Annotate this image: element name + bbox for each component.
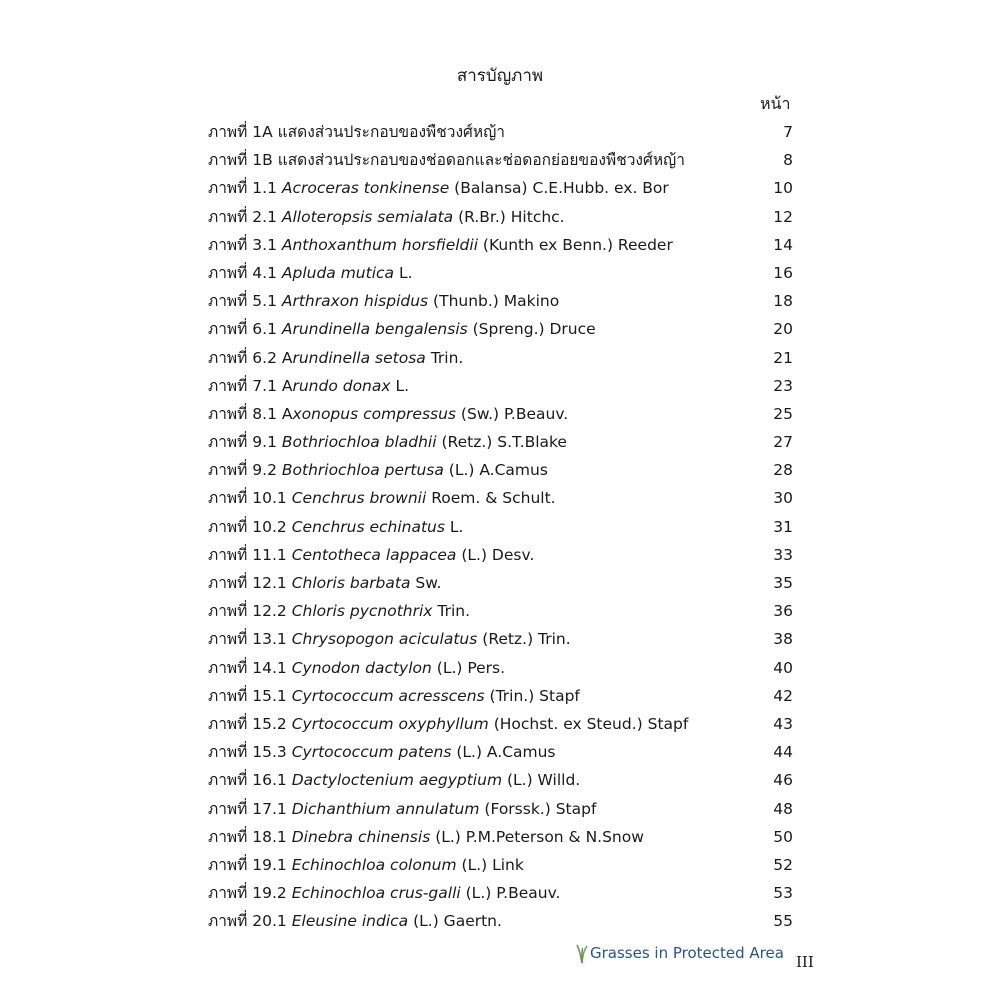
figure-number: ภาพที่ 3.1 xyxy=(208,235,282,254)
figure-number: ภาพที่ 15.1 xyxy=(208,686,292,705)
figure-caption xyxy=(208,174,669,202)
scientific-name: Echinochloa colonum xyxy=(291,855,457,874)
author-citation: Trin. xyxy=(432,602,470,621)
page-number: III xyxy=(796,953,814,971)
page-ref: 28 xyxy=(773,461,793,480)
toc-row xyxy=(208,344,793,372)
scientific-name: Chloris barbata xyxy=(291,574,411,592)
author-citation: (L.) Gaertn. xyxy=(408,912,502,931)
page-ref: 36 xyxy=(773,602,793,621)
figure-list xyxy=(208,118,793,935)
grass-sprig-icon xyxy=(575,942,589,964)
figure-caption xyxy=(208,738,556,766)
figure-number: ภาพที่ 12.2 xyxy=(208,602,292,621)
scientific-name: xonopus compressus xyxy=(292,404,456,423)
toc-row xyxy=(208,118,793,146)
scientific-name: Arthraxon hispidus xyxy=(281,292,429,311)
figure-number: ภาพที่ 6.2 A xyxy=(208,348,293,367)
figure-caption xyxy=(208,795,596,823)
figure-caption xyxy=(208,146,685,174)
toc-row xyxy=(208,907,793,935)
page-ref: 31 xyxy=(773,517,793,536)
page-ref: 52 xyxy=(773,855,793,874)
figure-caption xyxy=(208,231,673,259)
figure-caption xyxy=(208,372,409,400)
toc-row xyxy=(208,231,793,259)
figure-caption xyxy=(208,118,505,146)
toc-row xyxy=(208,315,793,343)
author-citation: (Sw.) P.Beauv. xyxy=(456,404,569,423)
toc-row xyxy=(208,372,793,400)
scientific-name: Cyrtococcum patens xyxy=(291,743,452,762)
author-citation: (Kunth ex Benn.) Reeder xyxy=(478,235,673,254)
page-ref: 27 xyxy=(773,433,793,452)
figure-caption xyxy=(208,851,524,879)
page-ref: 7 xyxy=(783,123,793,141)
figure-caption xyxy=(208,456,548,484)
page-ref: 42 xyxy=(773,686,793,705)
scientific-name: Dactyloctenium aegyptium xyxy=(291,771,503,790)
toc-row xyxy=(208,203,793,231)
figure-number: ภาพที่ 6.1 xyxy=(208,320,282,339)
figure-number: ภาพที่ 1B แสดงส่วนประกอบของช่อดอกและช่อดอกย่อยของพืชวงศ์หญ้า xyxy=(208,151,685,170)
figure-caption xyxy=(208,344,463,372)
toc-row xyxy=(208,428,793,456)
page-ref: 50 xyxy=(773,827,793,846)
scientific-name: Cyrtococcum oxyphyllum xyxy=(291,714,489,733)
page-ref: 16 xyxy=(773,263,793,282)
author-citation: (Retz.) S.T.Blake xyxy=(436,433,567,452)
figure-caption xyxy=(208,315,596,343)
author-citation: L. xyxy=(394,263,413,282)
author-citation: (R.Br.) Hitchc. xyxy=(453,207,565,226)
author-citation: (L.) P.M.Peterson & N.Snow xyxy=(430,827,644,846)
figure-number: ภาพที่ 12.1 xyxy=(208,574,292,592)
page-ref: 25 xyxy=(773,404,793,423)
author-citation: Roem. & Schult. xyxy=(426,489,556,508)
figure-caption xyxy=(208,541,534,569)
author-citation: (L.) Willd. xyxy=(502,771,581,790)
scientific-name: Acroceras tonkinense xyxy=(281,179,450,198)
toc-row xyxy=(208,766,793,794)
footer-brand xyxy=(575,940,784,966)
toc-row xyxy=(208,851,793,879)
figure-number: ภาพที่ 11.1 xyxy=(208,545,292,564)
author-citation: (Forssk.) Stapf xyxy=(479,799,597,818)
author-citation: (Retz.) Trin. xyxy=(477,630,571,649)
figure-number: ภาพที่ 4.1 xyxy=(208,263,282,282)
toc-row xyxy=(208,654,793,682)
figure-caption xyxy=(208,428,567,456)
toc-row xyxy=(208,484,793,512)
figure-caption xyxy=(208,879,560,907)
page-ref: 46 xyxy=(773,771,793,790)
figure-caption xyxy=(208,823,644,851)
toc-row xyxy=(208,146,793,174)
figure-number: ภาพที่ 2.1 xyxy=(208,207,282,226)
figure-caption xyxy=(208,569,441,597)
toc-row xyxy=(208,823,793,851)
toc-row xyxy=(208,541,793,569)
toc-row xyxy=(208,287,793,315)
scientific-name: Cynodon dactylon xyxy=(291,658,432,677)
figure-number: ภาพที่ 9.1 xyxy=(208,433,282,452)
figure-number: ภาพที่ 15.3 xyxy=(208,743,292,762)
toc-row xyxy=(208,795,793,823)
page-ref: 23 xyxy=(773,376,793,395)
scientific-name: rundo donax xyxy=(292,376,391,395)
toc-row xyxy=(208,259,793,287)
toc-row xyxy=(208,738,793,766)
toc-row xyxy=(208,174,793,202)
figure-number: ภาพที่ 5.1 xyxy=(208,292,282,311)
author-citation: (L.) Desv. xyxy=(456,545,535,564)
figure-caption xyxy=(208,710,688,738)
author-citation: (Thunb.) Makino xyxy=(428,292,560,311)
page-ref: 8 xyxy=(783,151,793,170)
figure-number: ภาพที่ 10.1 xyxy=(208,489,292,508)
page-ref: 38 xyxy=(773,630,793,649)
scientific-name: Centotheca lappacea xyxy=(291,545,457,564)
page-ref: 12 xyxy=(773,207,793,226)
author-citation: (L.) Link xyxy=(456,855,524,874)
toc-row xyxy=(208,513,793,541)
toc-row xyxy=(208,400,793,428)
toc-row xyxy=(208,879,793,907)
toc-row xyxy=(208,569,793,597)
page-title: สารบัญภาพ xyxy=(456,66,544,86)
page-ref: 33 xyxy=(773,545,793,564)
scientific-name: Echinochloa crus-galli xyxy=(291,884,461,903)
figure-number: ภาพที่ 15.2 xyxy=(208,714,292,733)
figure-caption xyxy=(208,766,580,794)
page-ref: 55 xyxy=(773,912,793,931)
toc-row xyxy=(208,456,793,484)
author-citation: (L.) A.Camus xyxy=(451,743,556,762)
page-ref: 10 xyxy=(773,179,793,198)
scientific-name: Cenchrus brownii xyxy=(291,489,427,508)
figure-caption xyxy=(208,400,568,428)
author-citation: (Hochst. ex Steud.) Stapf xyxy=(488,714,689,733)
author-citation: (L.) P.Beauv. xyxy=(460,884,561,903)
figure-caption xyxy=(208,907,502,935)
figure-number: ภาพที่ 14.1 xyxy=(208,658,292,677)
scientific-name: Chrysopogon aciculatus xyxy=(291,630,478,649)
scientific-name: Anthoxanthum horsfieldii xyxy=(281,235,478,254)
scientific-name: Alloteropsis semialata xyxy=(281,207,454,226)
figure-caption xyxy=(208,203,565,231)
page-column-header: หน้า xyxy=(760,94,791,113)
toc-row xyxy=(208,625,793,653)
toc-row xyxy=(208,597,793,625)
page-ref: 21 xyxy=(773,348,793,367)
toc-row xyxy=(208,682,793,710)
figure-caption xyxy=(208,625,571,653)
figure-number: ภาพที่ 13.1 xyxy=(208,630,292,649)
figure-caption xyxy=(208,682,580,710)
scientific-name: Apluda mutica xyxy=(281,263,395,282)
figure-number: ภาพที่ 7.1 A xyxy=(208,376,293,395)
figure-caption xyxy=(208,513,463,541)
scientific-name: Cyrtococcum acresscens xyxy=(291,686,485,705)
footer-text: Grasses in Protected Area xyxy=(590,944,784,962)
figure-caption xyxy=(208,484,556,512)
figure-number: ภาพที่ 1A แสดงส่วนประกอบของพืชวงศ์หญ้า xyxy=(208,123,505,141)
figure-number: ภาพที่ 19.1 xyxy=(208,855,292,874)
author-citation: L. xyxy=(390,376,410,395)
toc-row xyxy=(208,710,793,738)
author-citation: (L.) Pers. xyxy=(431,658,506,677)
figure-caption xyxy=(208,597,470,625)
scientific-name: Dichanthium annulatum xyxy=(291,799,480,818)
figure-number: ภาพที่ 8.1 A xyxy=(208,404,293,423)
scientific-name: Bothriochloa pertusa xyxy=(281,461,444,480)
scientific-name: Dinebra chinensis xyxy=(291,827,431,846)
scientific-name: Eleusine indica xyxy=(291,912,409,931)
author-citation: Trin. xyxy=(425,348,464,367)
page-ref: 43 xyxy=(773,714,793,733)
author-citation: (Balansa) C.E.Hubb. ex. Bor xyxy=(449,179,669,198)
page-ref: 18 xyxy=(773,292,793,311)
page-ref: 44 xyxy=(773,743,793,762)
scientific-name: Cenchrus echinatus xyxy=(291,517,445,536)
figure-number: ภาพที่ 16.1 xyxy=(208,771,292,790)
page-ref: 20 xyxy=(773,320,793,339)
page-ref: 53 xyxy=(773,884,793,903)
page-ref: 35 xyxy=(773,574,793,592)
figure-caption xyxy=(208,654,505,682)
scientific-name: rundinella setosa xyxy=(292,348,426,367)
figure-number: ภาพที่ 9.2 xyxy=(208,461,282,480)
author-citation: (Trin.) Stapf xyxy=(484,686,580,705)
figure-caption xyxy=(208,259,413,287)
figure-caption xyxy=(208,287,559,315)
figure-number: ภาพที่ 19.2 xyxy=(208,884,292,903)
page-ref: 40 xyxy=(773,658,793,677)
page-ref: 30 xyxy=(773,489,793,508)
scientific-name: Bothriochloa bladhii xyxy=(281,433,437,452)
page-ref: 14 xyxy=(773,235,793,254)
figure-number: ภาพที่ 18.1 xyxy=(208,827,292,846)
scientific-name: Chloris pycnothrix xyxy=(291,602,433,621)
figure-number: ภาพที่ 20.1 xyxy=(208,912,292,931)
page-ref: 48 xyxy=(773,799,793,818)
figure-number: ภาพที่ 10.2 xyxy=(208,517,292,536)
author-citation: (Spreng.) Druce xyxy=(467,320,596,339)
figure-number: ภาพที่ 1.1 xyxy=(208,179,282,198)
figure-number: ภาพที่ 17.1 xyxy=(208,799,292,818)
author-citation: (L.) A.Camus xyxy=(443,461,548,480)
author-citation: Sw. xyxy=(410,574,442,592)
scientific-name: Arundinella bengalensis xyxy=(281,320,468,339)
author-citation: L. xyxy=(444,517,464,536)
